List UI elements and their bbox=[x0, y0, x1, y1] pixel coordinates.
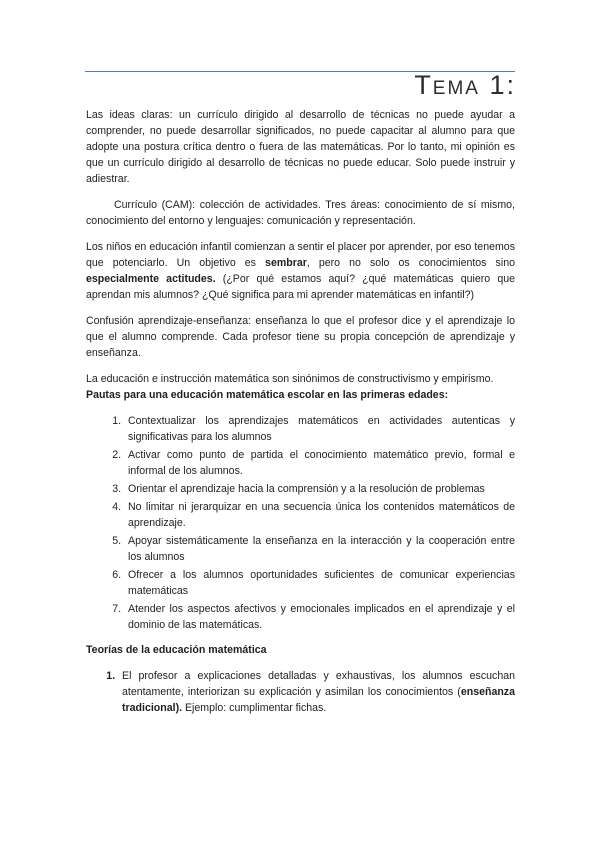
list-item: 7. Atender los aspectos afectivos y emocionales implicados en el aprendizaje y el dominio de las matemáticas. bbox=[124, 601, 515, 633]
list-item bbox=[118, 668, 515, 716]
list-item: 3. Orientar el aprendizaje hacia la comprensión y a la resolución de problemas bbox=[124, 481, 515, 497]
paragraph-ninos bbox=[86, 239, 515, 303]
paragraph-confusion: Confusión aprendizaje-enseñanza: enseñanza lo que el profesor dice y el aprendizaje lo que el alumno comprende. Cada profesor tiene su propia concepción de aprendizaje y enseñanza. bbox=[86, 315, 515, 359]
pautas-list bbox=[86, 413, 515, 633]
text-segment: Ejemplo: cumplimentar fichas. bbox=[182, 702, 327, 714]
page-title: Tema 1: bbox=[414, 70, 516, 100]
list-item: 1. Contextualizar los aprendizajes matemáticos en actividades autenticas y significativas para los alumnos bbox=[124, 413, 515, 445]
text-segment: El profesor a explicaciones detalladas y exhaustivas, los alumnos escuchan atentamente, interiorizan su explicación y asimilan los conocimientos ( bbox=[122, 670, 515, 698]
paragraph-ideas-claras: Las ideas claras: un currículo dirigido al desarrollo de técnicas no puede ayudar a comprender, no puede desarrollar significados, no puede capacitar al alumno para que adopte una postura crítica dentro o fuera de las matemáticas. Por lo tanto, mi opinión es que un currículo dirigido al desarrollo de técnicas no puede educar. Solo puede instruir y adiestrar. bbox=[86, 109, 515, 185]
bold-sembrar: sembrar bbox=[265, 257, 307, 269]
teorias-heading: Teorías de la educación matemática bbox=[86, 644, 267, 656]
list-item: 4. No limitar ni jerarquizar en una secuencia única los contenidos matemáticos de aprendizaje. bbox=[124, 499, 515, 531]
bold-actitudes: especialmente actitudes. bbox=[86, 273, 216, 285]
paragraph-educacion: La educación e instrucción matemática son sinónimos de constructivismo y empirismo. bbox=[86, 373, 494, 385]
list-item: 5. Apoyar sistemáticamente la enseñanza en la interacción y la cooperación entre los alumnos bbox=[124, 533, 515, 565]
bold-ensenanza-tradicional: enseñanza tradicional). bbox=[122, 686, 515, 714]
pautas-heading: Pautas para una educación matemática escolar en las primeras edades: bbox=[86, 389, 449, 401]
document-body bbox=[86, 107, 515, 716]
teorias-list bbox=[86, 668, 515, 716]
list-item: 6. Ofrecer a los alumnos oportunidades suficientes de comunicar experiencias matemáticas bbox=[124, 567, 515, 599]
text-segment: , pero no solo os conocimientos sino bbox=[306, 257, 515, 269]
text-segment: (¿Por qué estamos aquí? ¿qué matemáticas quiero que aprendan mis alumnos? ¿Qué significa para mi aprender matemáticas en infantil?) bbox=[86, 273, 515, 301]
text-segment: Los niños en educación infantil comienzan a sentir el placer por aprender, por eso tenemos que potenciarlo. Un objetivo es bbox=[86, 241, 515, 269]
list-item: 2. Activar como punto de partida el conocimiento matemático previo, formal e informal de los alumnos. bbox=[124, 447, 515, 479]
paragraph-curriculo: Currículo (CAM): colección de actividades. Tres áreas: conocimiento de sí mismo, conocimiento del entorno y lenguajes: comunicación y representación. bbox=[86, 199, 515, 227]
